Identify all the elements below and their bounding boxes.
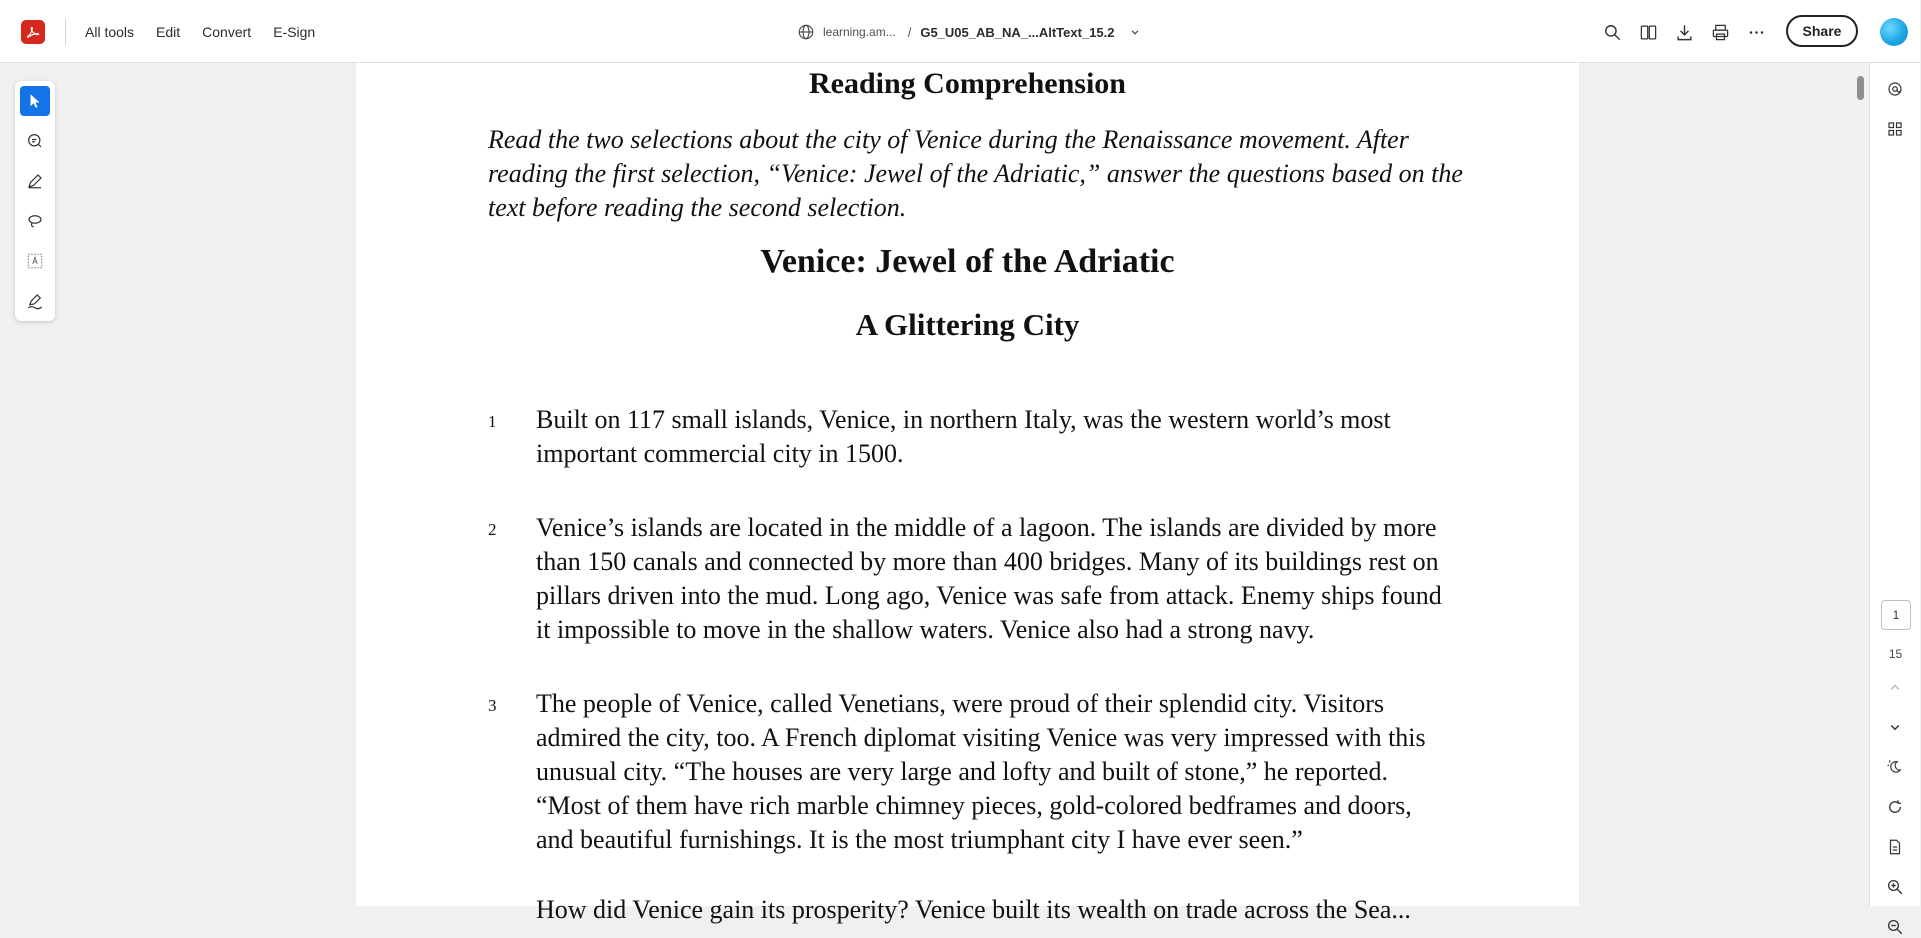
scrollbar-thumb[interactable] (1857, 76, 1864, 100)
document-properties-icon[interactable] (1884, 836, 1906, 858)
more-options-icon[interactable] (1744, 20, 1768, 44)
zoom-out-icon[interactable] (1884, 916, 1906, 938)
draw-tool-icon[interactable] (20, 166, 50, 196)
paragraph-text: The people of Venice, called Venetians, were proud of their splendid city. Visitors admired the city, too. A French diplomat visiting Venice was very impressed with this unusual city. “The houses are very large and lofty and built of stone,” he reported. “Most of them have rich marble chimney pieces, gold-colored bedframes and doors, and beautiful furnishings. It is the most triumphant city I have ever seen.” (536, 689, 1426, 854)
source-site[interactable]: learning.am... (823, 25, 896, 39)
chevron-down-icon[interactable] (1884, 716, 1906, 738)
left-tool-rail (15, 81, 55, 321)
right-rail (1869, 63, 1920, 906)
document-path (797, 20, 1142, 44)
chevron-up-icon[interactable] (1884, 676, 1906, 698)
text-box-tool-icon[interactable] (20, 246, 50, 276)
toolbar-divider (65, 19, 66, 45)
paragraph-number: 2 (488, 520, 497, 539)
document-page (356, 63, 1579, 924)
lasso-tool-icon[interactable] (20, 206, 50, 236)
total-pages: 15 (1888, 647, 1903, 661)
paragraph (488, 403, 1448, 471)
display-mode-icon[interactable] (1884, 756, 1906, 778)
search-icon[interactable] (1600, 20, 1624, 44)
intro-instructions: Read the two selections about the city of Venice during the Renaissance movement. After reading the first selection, “Venice: Jewel of the Adriatic,” answer the questions based on the text before reading the second selection. (488, 125, 1463, 222)
paragraph-number: 3 (488, 696, 497, 715)
rotate-icon[interactable] (1884, 796, 1906, 818)
menu-edit[interactable]: Edit (156, 24, 181, 40)
zoom-in-icon[interactable] (1884, 876, 1906, 898)
user-avatar[interactable] (1880, 18, 1908, 46)
paragraph (488, 687, 1448, 857)
paragraph (488, 893, 1448, 927)
paragraph-text: Venice’s islands are located in the middle of a lagoon. The islands are divided by more than 150 canals and connected by more than 400 bridges. Many of its buildings rest on pillars driven into the mud. Long ago, Venice was safe from attack. Enemy ships found it impossible to move in the shallow waters. Venice also had a strong navy. (536, 513, 1442, 644)
article-title: Venice: Jewel of the Adriatic (760, 243, 1175, 280)
globe-icon (797, 23, 815, 41)
path-separator: / (907, 24, 912, 40)
acrobat-logo-icon[interactable] (21, 20, 45, 44)
main-menu (85, 22, 337, 42)
sign-tool-icon[interactable] (20, 286, 50, 316)
toolbar-actions (1600, 20, 1780, 44)
paragraph-text: How did Venice gain its prosperity? Venice built its wealth on trade across the Sea... (536, 895, 1411, 924)
ai-assistant-icon[interactable] (1884, 78, 1906, 100)
menu-all-tools[interactable]: All tools (85, 24, 135, 40)
comment-tool-icon[interactable] (20, 126, 50, 156)
page-thumbnails-icon[interactable] (1636, 20, 1660, 44)
download-icon[interactable] (1672, 20, 1696, 44)
paragraph-number: 1 (488, 412, 497, 431)
article-subtitle: A Glittering City (855, 307, 1080, 342)
paragraph-text: Built on 117 small islands, Venice, in northern Italy, was the western world’s most important commercial city in 1500. (536, 405, 1391, 468)
scrollbar-track[interactable] (1855, 63, 1865, 906)
print-icon[interactable] (1708, 20, 1732, 44)
section-heading: Reading Comprehension (809, 67, 1126, 100)
file-name[interactable]: G5_U05_AB_NA_...AltText_15.2 (920, 24, 1115, 40)
menu-convert[interactable]: Convert (202, 24, 252, 40)
organize-pages-icon[interactable] (1884, 118, 1906, 140)
top-toolbar (0, 0, 1920, 63)
select-tool-icon[interactable] (20, 86, 50, 116)
share-button[interactable]: Share (1786, 15, 1858, 47)
chevron-down-icon[interactable] (1128, 25, 1142, 39)
current-page-field[interactable]: 1 (1881, 600, 1911, 630)
menu-e-sign[interactable]: E-Sign (273, 24, 316, 40)
paragraph (488, 511, 1448, 647)
